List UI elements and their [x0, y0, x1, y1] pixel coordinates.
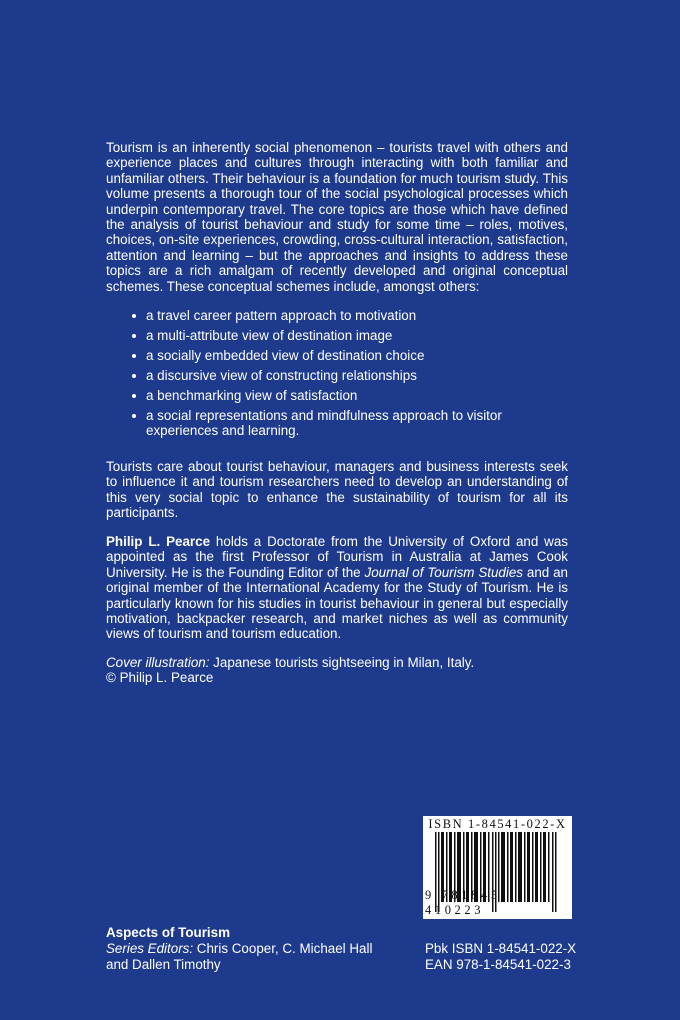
list-item: a social representations and mindfulness approach to visitor experiences and learning.: [132, 408, 572, 439]
list-item: a multi-attribute view of destination image: [132, 328, 572, 343]
bullet-icon: [132, 354, 136, 358]
bullet-icon: [132, 394, 136, 398]
list-item: a discursive view of constructing relationships: [132, 368, 572, 383]
isbn-barcode: [423, 816, 572, 919]
bullet-icon: [132, 334, 136, 338]
barcode-digits: 9 781845 410223: [425, 888, 501, 917]
intro-paragraph: Tourism is an inherently social phenomenon – tourists travel with others and experience places and cultures through interacting with both familiar and unfamiliar others. Their behaviour is a foundation for much tourism study. This volume presents a thorough tour of the social psychological processes which underpin contemporary travel. The core topics are those which have defined the analysis of tourist behaviour and study for some time – roles, motives, choices, on-site experiences, crowding, cross-cultural interaction, satisfaction, attention and learning – but the approaches and insights to address these topics are a rich amalgam of recently developed and original conceptual schemes. These conceptual schemes include, amongst others:: [106, 140, 568, 294]
bullet-icon: [132, 374, 136, 378]
list-item: a travel career pattern approach to motivation: [132, 308, 572, 323]
closing-paragraph: Tourists care about tourist behaviour, managers and business interests seek to influence it and tourism researchers need to develop an understanding of this very social topic to enhance the sustainability of tourism for all its participants.: [106, 459, 568, 521]
author-bio: Philip L. Pearce holds a Doctorate from the University of Oxford and was appointed as the first Professor of Tourism in Australia at James Cook University. He is the Founding Editor of the Journal of Tourism Studies and an original member of the International Academy for the Study of Tourism. He is particularly known for his studies in tourist behaviour in general but especially motivation, backpacker research, and market niches as well as community views of tourism and tourism education.: [106, 534, 568, 642]
list-item: a socially embedded view of destination choice: [132, 348, 572, 363]
cover-credit: Cover illustration: Japanese tourists sightseeing in Milan, Italy. © Philip L. Pearce: [106, 655, 475, 686]
copyright: © Philip L. Pearce: [106, 670, 214, 686]
bullet-icon: [132, 414, 136, 418]
author-name: Philip L. Pearce: [106, 534, 211, 549]
journal-title: Journal of Tourism Studies: [364, 564, 523, 580]
series-title: Aspects of Tourism: [106, 925, 231, 940]
list-item: a benchmarking view of satisfaction: [132, 388, 572, 403]
concept-list: [132, 308, 572, 443]
bullet-icon: [132, 314, 136, 318]
barcode-isbn-label: ISBN 1-84541-022-X: [428, 817, 567, 831]
isbn-info: [425, 941, 576, 973]
ean: EAN 978-1-84541-022-3: [425, 957, 571, 972]
pbk-isbn: Pbk ISBN 1-84541-022-X: [425, 941, 577, 956]
series-info: Aspects of Tourism Series Editors: Chris Cooper, C. Michael Hall and Dallen Timothy: [106, 925, 373, 972]
